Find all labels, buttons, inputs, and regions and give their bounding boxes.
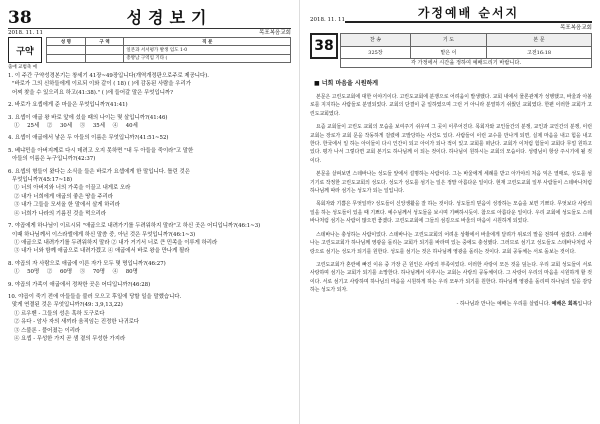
issue-number: 38 [8,8,32,28]
question-subline: 무엇입니까?(45:17~18) [12,177,73,184]
closing-line [310,300,592,307]
question-subline: 맞게 연결된 것은 무엇입니까?(49: 3,9,13,22) [12,302,123,309]
sermon-heading: ■ 너희 마음을 시원하게 [314,80,379,87]
worship-note: 각 가정에서 시간을 정하여 예배드리기 바랍니다. [340,59,592,68]
question-item [8,281,291,289]
question-item [8,293,291,343]
worship-title: 가정예배 순서지 [345,4,592,23]
question-text: 10. 야곱이 죽기 전에 아들들을 불러 모으고 후일에 당할 일을 말했습니다. [8,293,182,300]
sermon-paragraph: 본문은 고린도교회에 대한 이야기이다. 고린도교회에 분쟁으로 어려움이 발생했다. 교회 내에서 물론관계가 성행했고, 바울과 아볼로를 지지하는 사람들로 분열되었다. 교회의 단결이 곧 일하였으며 그런 거 아니라 분열하기 쉬웠던 교회였다. 한편 이러한 교회가 고린도교회였다. [310,94,592,117]
right-header [310,3,592,23]
prayer-value: 맡은 이 [410,46,486,59]
district-cell[interactable] [85,54,124,62]
question-item [8,260,291,277]
answer-options: ① 25세 ② 30세 ③ 35세 ④ 40세 [14,123,138,130]
name-cell[interactable] [47,54,86,62]
question-item [8,101,291,109]
answer-option: ① 애굽으로 내려가기를 두려워하지 말라 ② 내가 거기서 너로 큰 민족을 이루게 하리라 [14,239,218,246]
section-label: 구약 [8,37,42,63]
answer-option: ② 유다 - 암사 자의 새끼라 움직임는 진정한 나귀로다 [14,319,140,326]
question-item [8,168,291,218]
info-box [8,37,291,63]
worship-date: 2018. 11. 11 [310,17,345,23]
question-text: 6. 요셉의 형들이 왔다는 소식을 들은 바로가 요셉에게 한 말입니다. 틀린 것은 [8,168,190,175]
question-subline: 어찌 찾을 수 있으리요 하고(41:38)." ( )에 들어갈 말은 무엇입니까? [12,89,174,96]
issue-date: 2018. 11. 11 [8,30,43,36]
sermon-body [310,93,592,295]
answer-option: ④ 요셉 - 무성한 가지 곧 샘 곁의 무성한 가지라 [14,335,126,342]
answer-option: ③ 내가 너와 함께 애굽으로 내려가겠고 ④ 애굽에서 바로 왕을 만나게 될라 [14,248,190,255]
col-hymn: 찬 송 [341,34,411,47]
sermon-paragraph: 스데바나는 충성하는 사람이었다. 스데바나는 고린도교회의 어려운 상황에서 바울에게 달려가 위로의 말을 전하며 섬겼다. 스데바나는 고린도교회가 하나님께 영광을 돌리는 교회가 되기를 바라며 있는 중에도 충성했다. 그러므로 섬기고 성도들도 스데바나처럼 사랑으로 섬기는 성도가 되기를 원한다. 성도를 섬기는 것은 하나님께 영광을 돌리는 것이다. 교회 공동체는 서로 돌보는 것이다. [310,231,592,255]
question-text: 5. 베냐민을 아버지께로 다시 데려고 오지 못하면 "내 두 아들을 죽이라"고 말한 [8,147,194,154]
question-list [8,72,291,343]
page-title: 성경보기 [126,8,213,27]
answer-option: ④ 너희가 나라의 기름진 것을 먹으리라 [14,210,107,217]
worship-order-box [310,33,592,59]
name-cell[interactable] [47,46,86,54]
question-item [8,114,291,131]
col-district: 구 역 [85,38,124,46]
answer-option: ③ 스불론 - 풀어졌는 이리라 [14,327,81,334]
sermon-paragraph: 목회자와 기쁨은 무엇일까? 성도들이 신앙생활을 잘 하는 것이다. 성도들의 믿음이 성장하는 모습을 보면 기쁘다. 무엇보다 사랑의 일을 하는 성도들이 있을 때 기쁘다. 예수님께서 성도들을 보시며 기뻐하시듯이. 참으로 아름다운 일이다. 우리 교회에 성도들도 스데바나처럼 섬기는 사람이 많으면 좋겠다. 고린도교회에 그들의 섬김으로 바울의 마음이 시원하게 되었다. [310,201,592,225]
question-text: 1. 이 주간 구약성경본기는 창세기 41장~49장입니다(개역개정판으로주로 제공니다). [8,73,210,79]
question-subline: "바로가 그의 신하들에게 이르되 이와 같이 ( 18) ( )에 감동된 사람을 우리가 [12,81,191,88]
answer-option: ② 내가 너희에게 애굽의 좋은 땅을 주리라 [14,193,113,200]
col-prayer: 기 도 [410,34,486,47]
sermon-paragraph: 본문을 살펴보면 스데바나는 성도들 앞에서 설명하는 사람이다. 그는 바울에게 세례를 받고 아가야의 처음 익은 열매로, 성도를 섬기기로 작정한 고린도교회의 성도다. 성도가 성도를 섬기는 일은 정말 아름다운 일이다. 현재 고린도교회 일부 사람들이 스데바나처럼 하나님께 따라 섬기는 성도가 되는 일입니다. [310,171,592,195]
question-text: 8. 야곱의 자 사람으로 애굽에 이른 자가 모두 몇 명입니까?(46:27) [8,260,166,267]
question-subline: 아들의 이름은 누구입니까?(42:37) [12,156,96,163]
answer-option: ③ 내가 그들을 모셔올 한 말에서 살게 하리라 [14,202,120,209]
sermon-paragraph: 요즘 교회들이 고린도 교회의 모습을 보여주기 쉬우며 그 곳이 이루어진다. 목회자와 교인들간의 분쟁, 교인과 교인간의 분쟁, 이런 교회는 장로가 교회 문을 작동하게 걸렸에 고발당하는 사건도 있다. 사람들이 이런 교수를 만나게 되면, 실제 마음을 내고 힘을 내고 한다. 한국에서 일 하는 아이들이 다시 인간이 되고 아이가 되나 적이 있고 교회를 떠난다. 교회가 이처럼 힘들이 교회다 무얼 원하고 있다. 평가 나서 그렇다면 교회 본기도 하나님께 이 되는 것이다. 하나님이 원하시는 교회의 모습이다. 성령님이 항상 주시기에 될 것이다. [310,124,592,164]
question-text: 7. 야곱에게 하나님이 이르시되 "애굽으로 내려가기를 두려워하지 말라"고 하신 곳은 어디입니까?(46:1~3) [8,223,261,230]
closing-end: 입니다 [577,300,592,307]
closing-text: - 하나님과 만나는 예배는 우리를 살립니다. [456,300,552,307]
question-subline: 이때 하나님께서 이스라엘에게 하신 말씀 중, 아닌 것은 무엇입니까?(46:1~3) [12,231,196,238]
question-item [8,147,291,164]
church-name: 목포복음교회 [259,30,291,36]
section-tag: 출애 교범축 예 [8,65,37,70]
hymn-value: 325장 [341,46,411,59]
district-cell[interactable] [85,46,124,54]
title-cell: 일본과 서서평가 발생 임도 1·0 [124,46,291,54]
title-cell: 총방남 구역임 기타 ( [124,54,291,62]
col-name: 성 명 [47,38,86,46]
question-item [8,134,291,142]
closing-emphasis: 예배은 회복 [551,300,578,307]
col-scripture: 본 문 [487,34,592,47]
question-text: 2. 바로가 요셉에게 준 마을은 무엇입니까?(41:41) [8,102,128,109]
question-item [8,222,291,256]
question-text: 4. 요셉이 애굽에서 낳은 두 아들의 이름은 무엇입니까?(41:51~52) [8,135,169,142]
answer-option: ① 너의 아버지와 너의 가족을 이끌고 내게로 오라 [14,185,131,192]
worship-issue-number: 38 [310,33,338,59]
left-subheader [8,29,291,37]
worship-church-name: 목포복음교회 [560,25,592,31]
family-worship-page [302,0,600,424]
scripture-value: 고전16:18 [487,46,592,59]
worship-order-table [340,33,592,59]
member-info-table [46,37,291,63]
left-header [8,3,291,29]
answer-option: ① 르우벤 - 그들의 성은 혹하 도구로다 [14,310,105,317]
col-title: 직 분 [124,38,291,46]
question-item [8,72,291,97]
question-text: 9. 야곱의 가족이 애굽에서 정착한 곳은 어디입니까?(46:28) [8,281,151,288]
question-text: 3. 요셉이 애굽 왕 바로 앞에 섰을 때의 나이는 몇 살입니까?(41:46) [8,114,168,121]
sermon-paragraph: 고린도교회가 혼란에 빠진 이유 중 가장 큰 원인은 사랑의 부족이었다. 이러한 사랑이 모든 것을 덮는다. 우리 교회 성도들이 서로 사랑하며 섬기는 교회가 되기를 소망한다. 하나님께서 이루시는 교회는 사랑의 공동체이다. 그 사랑이 우리의 마음을 시원하게 할 것이다. 서로 섬기고 사랑하며 하나님의 마음을 시원하게 하는 우리 모두가 되기를 원한다. 하나님께 영광을 돌리며 하나님의 일을 감당하는 성도가 되자. [310,261,592,294]
answer-options: ① 50명 ② 60명 ③ 70명 ④ 80명 [14,269,138,276]
